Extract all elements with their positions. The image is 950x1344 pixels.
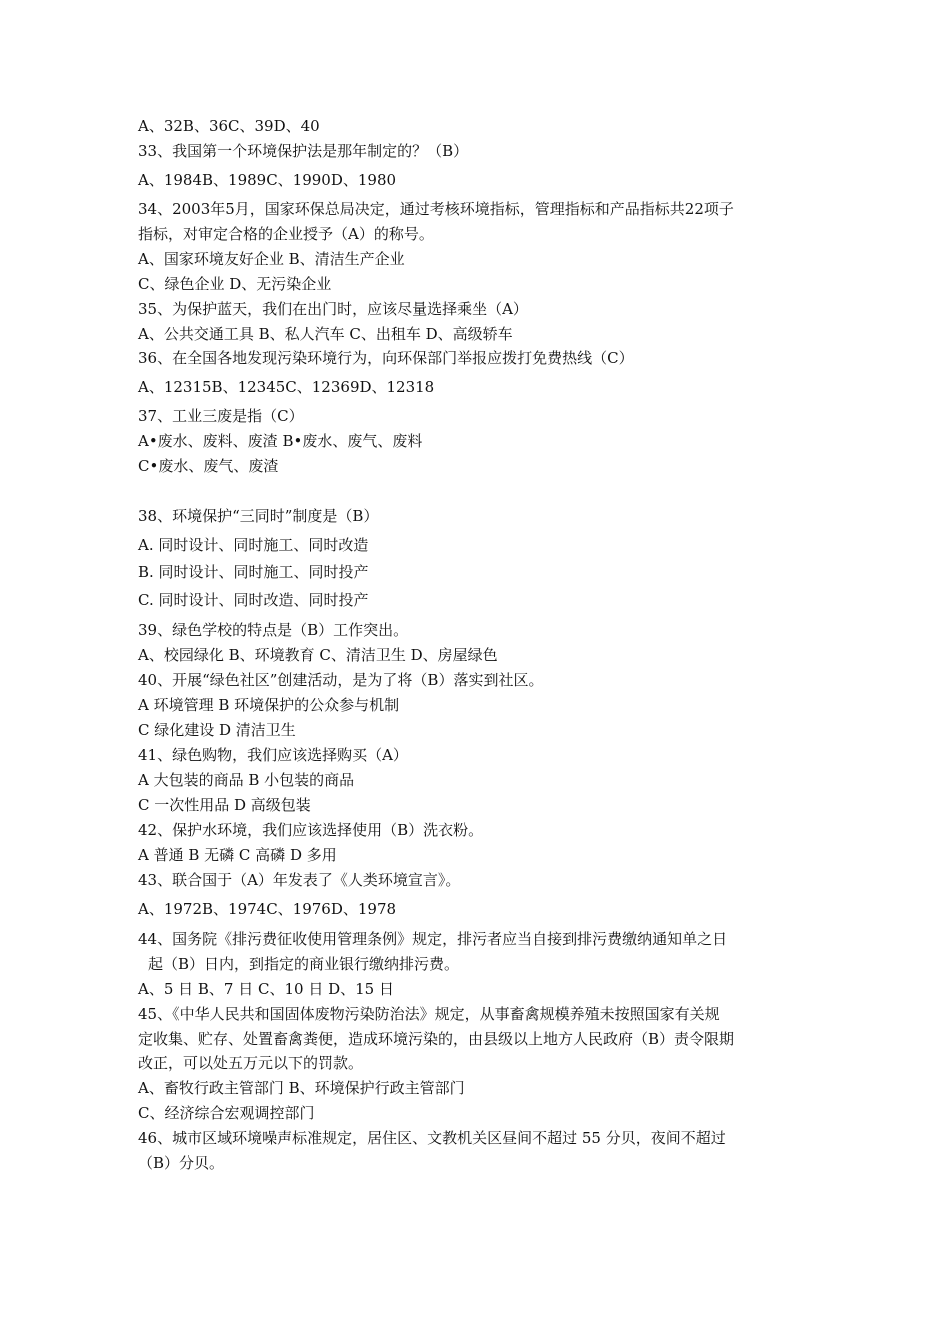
answer-options-45-a: A、畜牧行政主管部门 B、环境保护行政主管部门 (138, 1079, 465, 1097)
question-45-line-2: 定收集、贮存、处置畜禽粪便，造成环境污染的，由县级以上地方人民政府（B）责令限期 (138, 1030, 735, 1048)
answer-options-39: A、校园绿化 B、环境教育 C、清洁卫生 D、房屋绿色 (138, 646, 498, 664)
question-41: 41、绿色购物，我们应该选择购买（A） (138, 746, 408, 764)
answer-options-36: A、12315B、12345C、12369D、12318 (138, 378, 435, 396)
question-34-line-1: 34、2003年5月，国家环保总局决定，通过考核环境指标，管理指标和产品指标共22项子 (138, 200, 734, 218)
question-46-line-1: 46、城市区域环境噪声标准规定，居住区、文教机关区昼间不超过 55 分贝，夜间不超过 (138, 1129, 726, 1147)
answer-option-38-a: A. 同时设计、同时施工、同时改造 (138, 536, 369, 554)
question-39: 39、绿色学校的特点是（B）工作突出。 (138, 621, 409, 639)
question-33: 33、我国第一个环境保护法是那年制定的？（B） (138, 142, 469, 160)
answer-options-32: A、32B、36C、39D、40 (138, 117, 320, 135)
question-46-line-2: （B）分贝。 (138, 1154, 225, 1172)
question-35: 35、为保护蓝天，我们在出门时，应该尽量选择乘坐（A） (138, 300, 528, 318)
answer-options-41-b: C 一次性用品 D 高级包装 (138, 796, 311, 814)
answer-options-40-a: A 环境管理 B 环境保护的公众参与机制 (138, 696, 400, 714)
answer-options-44: A、5 日 B、7 日 C、10 日 D、15 日 (138, 980, 394, 998)
question-42: 42、保护水环境，我们应该选择使用（B）洗衣粉。 (138, 821, 484, 839)
question-38: 38、环境保护“三同时”制度是（B） (138, 507, 379, 525)
answer-options-45-b: C、经济综合宏观调控部门 (138, 1104, 315, 1122)
answer-options-35: A、公共交通工具 B、私人汽车 C、出租车 D、高级轿车 (138, 325, 513, 343)
answer-options-37-a: A•废水、废料、废渣 B•废水、废气、废料 (138, 432, 423, 450)
answer-options-40-b: C 绿化建设 D 清洁卫生 (138, 721, 296, 739)
question-40: 40、开展“绿色社区”创建活动，是为了将（B）落实到社区。 (138, 671, 544, 689)
answer-options-37-b: C•废水、废气、废渣 (138, 457, 279, 475)
answer-options-34-a: A、国家环境友好企业 B、清洁生产企业 (138, 250, 405, 268)
question-45-line-1: 45、《中华人民共和国固体废物污染防治法》规定，从事畜禽规模养殖未按照国家有关规 (138, 1005, 720, 1023)
answer-options-42: A 普通 B 无磷 C 高磷 D 多用 (138, 846, 337, 864)
answer-options-43: A、1972B、1974C、1976D、1978 (138, 900, 397, 918)
question-45-line-3: 改正，可以处五万元以下的罚款。 (138, 1054, 364, 1072)
question-44-line-2: 起（B）日内，到指定的商业银行缴纳排污费。 (148, 955, 460, 973)
answer-options-34-b: C、绿色企业 D、无污染企业 (138, 275, 332, 293)
question-37: 37、工业三废是指（C） (138, 407, 304, 425)
answer-option-38-c: C. 同时设计、同时改造、同时投产 (138, 591, 369, 609)
answer-options-33: A、1984B、1989C、1990D、1980 (138, 171, 397, 189)
question-44-line-1: 44、国务院《排污费征收使用管理条例》规定，排污者应当自接到排污费缴纳通知单之日 (138, 930, 728, 948)
question-36: 36、在全国各地发现污染环境行为，向环保部门举报应拨打免费热线（C） (138, 349, 634, 367)
answer-option-38-b: B. 同时设计、同时施工、同时投产 (138, 563, 369, 581)
question-43: 43、联合国于（A）年发表了《人类环境宣言》。 (138, 871, 461, 889)
answer-options-41-a: A 大包装的商品 B 小包装的商品 (138, 771, 355, 789)
question-34-line-2: 指标，对审定合格的企业授予（A）的称号。 (138, 225, 434, 243)
